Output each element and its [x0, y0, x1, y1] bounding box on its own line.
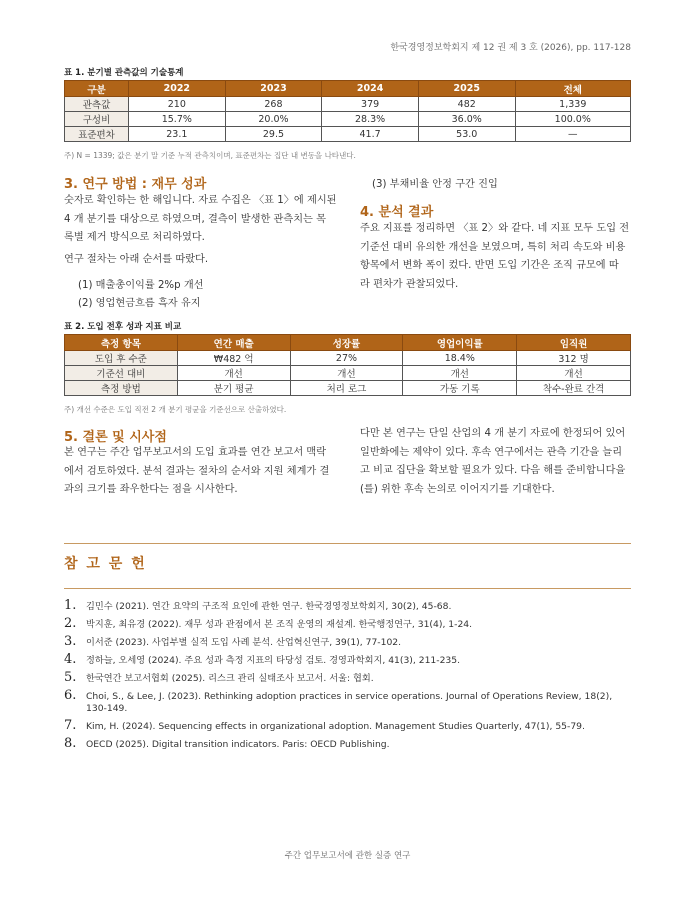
text-line: 에서 검토하였다. 분석 결과는 절차의 순서와 지원 체계가 결: [64, 465, 330, 477]
reference-number: 7.: [64, 718, 77, 733]
table2-cell: 개선: [290, 366, 403, 381]
divider: [64, 543, 631, 544]
reference-item: [64, 690, 631, 715]
reference-item: [64, 654, 631, 667]
section5-heading: 5. 결론 및 시사점: [64, 430, 167, 445]
reference-item: [64, 672, 631, 685]
table2-cell: 처리 로그: [290, 381, 403, 396]
table2-cell: 개선: [177, 366, 290, 381]
table1-cell: 관측값: [65, 97, 129, 112]
reference-number: 5.: [64, 670, 77, 685]
table-row: [65, 112, 631, 127]
text-line: 일반화에는 제약이 있다. 후속 연구에서는 관측 기간을 늘리: [360, 446, 623, 458]
table1-cell: 28.3%: [322, 112, 419, 127]
table2-cell: 312 명: [517, 351, 631, 366]
table-row: [65, 366, 631, 381]
reference-text: Choi, S., & Lee, J. (2023). Rethinking adoption practices in service operations. Journal of Operations Review, 18(2), 130-149.: [86, 691, 613, 714]
table1-cell: 15.7%: [129, 112, 226, 127]
reference-text: 김민수 (2021). 연간 요약의 구조적 요인에 관한 연구. 한국경영정보학회지, 30(2), 45-68.: [86, 601, 452, 612]
text-line: 록별 제거 방식으로 처리하였다.: [64, 232, 205, 243]
table1-cell: 20.0%: [225, 112, 322, 127]
table1-header: 구분: [65, 81, 129, 97]
table1-cell: 100.0%: [515, 112, 630, 127]
list-item: (2) 영업현금흐름 흑자 유지: [78, 298, 201, 309]
running-head: 한국경영정보학회지 제 12 권 제 3 호 (2026), pp. 117-128: [390, 43, 631, 53]
reference-text: Kim, H. (2024). Sequencing effects in organizational adoption. Management Studies Quarterly, 47(1), 55-79.: [86, 721, 585, 732]
reference-number: 1.: [64, 598, 77, 613]
table2: [64, 334, 631, 396]
table2-cell: 개선: [517, 366, 631, 381]
section3-body: [64, 192, 344, 248]
table2-cell: 측정 방법: [65, 381, 178, 396]
table2-cell: 착수-완료 간격: [517, 381, 631, 396]
table-row: [65, 127, 631, 142]
text-line: 고 비교 집단을 확보할 필요가 있다. 다음 해를 준비합니다을: [360, 465, 626, 476]
list-item: (3) 부채비율 안정 구간 진입: [372, 179, 498, 190]
text-line: 주요 지표를 정리하면 〈표 2〉와 같다. 네 지표 모두 도입 전: [360, 223, 630, 234]
reference-number: 2.: [64, 616, 77, 631]
table1-header: 2025: [418, 81, 515, 97]
reference-text: 이서준 (2023). 사업부별 실적 도입 사례 분석. 산업혁신연구, 39(1), 77-102.: [86, 637, 402, 648]
table1-header: 2024: [322, 81, 419, 97]
table1-cell: 268: [225, 97, 322, 112]
table2-cell: 개선: [403, 366, 517, 381]
table1-cell: 482: [418, 97, 515, 112]
reference-number: 6.: [64, 688, 77, 703]
table1-cell: 379: [322, 97, 419, 112]
table1-caption: 표 1. 분기별 관측값의 기술통계: [64, 68, 184, 78]
section4-body: [360, 220, 640, 294]
section3-heading: 3. 연구 방법 : 재무 성과: [64, 177, 207, 192]
table2-note: 주) 개선 수준은 도입 직전 2 개 분기 평균을 기준선으로 산출하였다.: [64, 405, 287, 414]
divider: [64, 588, 631, 589]
table2-cell: ₩482 억: [177, 351, 290, 366]
reference-item: [64, 600, 631, 613]
text-line: 과의 크기를 좌우한다는 점을 시사한다.: [64, 484, 238, 495]
table2-cell: 18.4%: [403, 351, 517, 366]
section5-body-right: [360, 425, 642, 499]
list-item: (1) 매출총이익률 2%p 개선: [78, 280, 204, 291]
section5-body-left: [64, 444, 346, 500]
page-footer: 주간 업무보고서에 관한 실증 연구: [284, 851, 411, 861]
section3-intro: 연구 절차는 아래 순서를 따랐다.: [64, 254, 209, 265]
text-line: (를) 위한 후속 논의로 이어지기를 기대한다.: [360, 483, 555, 495]
reference-number: 3.: [64, 634, 77, 649]
table2-cell: 분기 평균: [177, 381, 290, 396]
reference-item: [64, 738, 631, 751]
table1-cell: —: [515, 127, 630, 142]
table2-header: 임직원: [517, 335, 631, 351]
table1-cell: 210: [129, 97, 226, 112]
reference-number: 4.: [64, 652, 77, 667]
table1-cell: 36.0%: [418, 112, 515, 127]
reference-text: 한국연간 보고서협회 (2025). 리스크 관리 실태조사 보고서. 서울: 협회.: [86, 673, 374, 684]
table1-cell: 표준편차: [65, 127, 129, 142]
table2-header: 성장률: [290, 335, 403, 351]
table2-cell: 가동 기록: [403, 381, 517, 396]
table1: [64, 80, 631, 142]
table2-header: 영업이익률: [403, 335, 517, 351]
table1-header: 2023: [225, 81, 322, 97]
text-line: 기준선 대비 유의한 개선을 보였으며, 특히 처리 속도와 비용: [360, 241, 626, 253]
table-row: [65, 381, 631, 396]
table1-header: 2022: [129, 81, 226, 97]
text-line: 4 개 분기를 대상으로 하였으며, 결측이 발생한 관측치는 목: [64, 213, 326, 225]
table2-cell: 27%: [290, 351, 403, 366]
text-line: 본 연구는 주간 업무보고서의 도입 효과를 연간 보고서 맥락: [64, 447, 327, 458]
table1-cell: 구성비: [65, 112, 129, 127]
table1-header: 전체: [515, 81, 630, 97]
table2-header: 연간 매출: [177, 335, 290, 351]
reference-item: [64, 618, 631, 631]
table1-cell: 1,339: [515, 97, 630, 112]
table2-cell: 도입 후 수준: [65, 351, 178, 366]
references-heading: 참 고 문 헌: [64, 556, 147, 572]
table1-note: 주) N = 1339; 값은 분기 말 기준 누적 관측치이며, 표준편차는 집단 내 변동을 나타낸다.: [64, 151, 356, 160]
reference-list: [64, 600, 631, 756]
table2-caption: 표 2. 도입 전후 성과 지표 비교: [64, 322, 182, 332]
text-line: 항목에서 변화 폭이 컸다. 반면 도입 기간은 조직 규모에 따: [360, 260, 619, 271]
section4-heading: 4. 분석 결과: [360, 205, 434, 220]
table2-cell: 기준선 대비: [65, 366, 178, 381]
text-line: 다만 본 연구는 단일 산업의 4 개 분기 자료에 한정되어 있어: [360, 428, 626, 439]
reference-number: 8.: [64, 736, 77, 751]
table-row: [65, 97, 631, 112]
text-line: 라 편차가 관찰되었다.: [360, 278, 459, 290]
reference-text: 정하늘, 오세영 (2024). 주요 성과 측정 지표의 타당성 검토. 경영과학회지, 41(3), 211-235.: [86, 655, 461, 666]
table1-cell: 41.7: [322, 127, 419, 142]
reference-text: 박지훈, 최유경 (2022). 재무 성과 관점에서 본 조직 운영의 재설계. 한국행정연구, 31(4), 1-24.: [86, 619, 473, 630]
table-row: [65, 351, 631, 366]
table1-cell: 23.1: [129, 127, 226, 142]
reference-text: OECD (2025). Digital transition indicators. Paris: OECD Publishing.: [86, 739, 390, 750]
table1-cell: 29.5: [225, 127, 322, 142]
reference-item: [64, 720, 631, 733]
table2-header: 측정 항목: [65, 335, 178, 351]
reference-item: [64, 636, 631, 649]
text-line: 숫자로 확인하는 한 해입니다. 자료 수집은 〈표 1〉에 제시된: [64, 195, 337, 206]
table1-cell: 53.0: [418, 127, 515, 142]
